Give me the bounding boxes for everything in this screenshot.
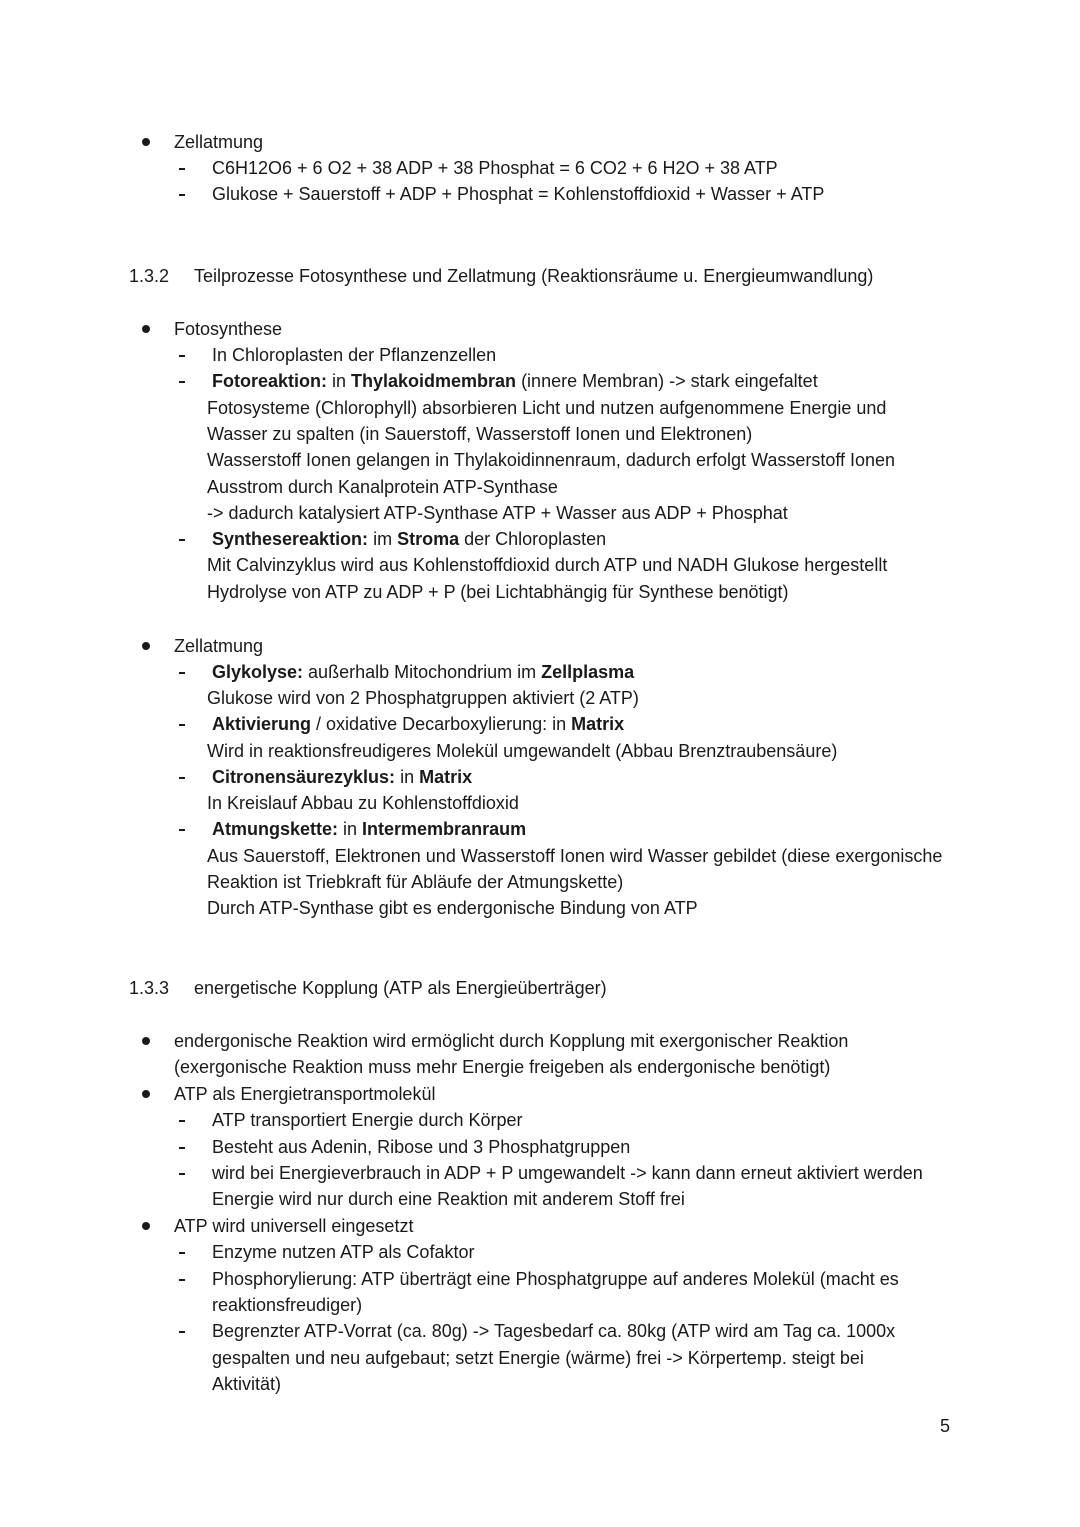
list-heading: Fotosynthese: [174, 319, 283, 339]
list-item: [212, 816, 526, 842]
section-number: 1.3.3: [129, 978, 170, 998]
dash-icon: [179, 539, 185, 541]
list-item: wird bei Energieverbrauch in ADP + P umgewandelt -> kann dann erneut aktiviert werden: [212, 1163, 923, 1183]
list-item: [212, 526, 606, 552]
bold-term: Fotoreaktion:: [212, 371, 327, 391]
dash-icon: [179, 194, 185, 196]
bold-term: Zellplasma: [541, 662, 635, 682]
list-item: Begrenzter ATP-Vorrat (ca. 80g) -> Tagesbedarf ca. 80kg (ATP wird am Tag ca. 1000x: [212, 1321, 896, 1341]
dash-icon: [179, 1120, 185, 1122]
list-item-continuation: gespalten und neu aufgebaut; setzt Energie (wärme) frei -> Körpertemp. steigt bei: [212, 1348, 864, 1368]
bold-term: Stroma: [397, 529, 460, 549]
bold-term: Synthesereaktion:: [212, 529, 369, 549]
list-item-continuation: Mit Calvinzyklus wird aus Kohlenstoffdioxid durch ATP und NADH Glukose hergestellt: [207, 555, 888, 575]
bold-term: Citronensäurezyklus:: [212, 767, 396, 787]
bullet-icon: [142, 642, 150, 650]
list-item: Phosphorylierung: ATP überträgt eine Phosphatgruppe auf anderes Molekül (macht es: [212, 1269, 899, 1289]
list-heading: Zellatmung: [174, 636, 264, 656]
section-title: Teilprozesse Fotosynthese und Zellatmung (Reaktionsräume u. Energieumwandlung): [194, 266, 874, 286]
list-item: [212, 711, 624, 737]
bullet-icon: [142, 1222, 150, 1230]
dash-icon: [179, 1279, 185, 1281]
list-item-continuation: Wird in reaktionsfreudigeres Molekül umgewandelt (Abbau Brenztraubensäure): [207, 741, 838, 761]
list-item-continuation: Glukose wird von 2 Phosphatgruppen aktiviert (2 ATP): [207, 688, 639, 708]
list-item-continuation: Wasser zu spalten (in Sauerstoff, Wasserstoff Ionen und Elektronen): [207, 424, 753, 444]
list-item: [212, 764, 472, 790]
bold-term: Glykolyse:: [212, 662, 304, 682]
bullet-icon: [142, 325, 150, 333]
bold-term: Intermembranraum: [362, 819, 527, 839]
list-item-continuation: reaktionsfreudiger): [212, 1295, 363, 1315]
list-item-continuation: In Kreislauf Abbau zu Kohlenstoffdioxid: [207, 793, 519, 813]
text-span: der Chloroplasten: [459, 529, 607, 549]
list-item-continuation: Fotosysteme (Chlorophyll) absorbieren Licht und nutzen aufgenommene Energie und: [207, 398, 887, 418]
bullet-icon: [142, 138, 150, 146]
text-span: in: [338, 819, 363, 839]
text-span: / oxidative Decarboxylierung: in: [311, 714, 572, 734]
text-span: im: [368, 529, 398, 549]
dash-icon: [179, 1252, 185, 1254]
text-span: in: [327, 371, 352, 391]
dash-icon: [179, 1173, 185, 1175]
list-item: C6H12O6 + 6 O2 + 38 ADP + 38 Phosphat = 6 CO2 + 6 H2O + 38 ATP: [212, 158, 778, 178]
list-item-continuation: Ausstrom durch Kanalprotein ATP-Synthase: [207, 477, 558, 497]
list-item-continuation: Hydrolyse von ATP zu ADP + P (bei Lichtabhängig für Synthese benötigt): [207, 582, 789, 602]
bold-term: Matrix: [571, 714, 625, 734]
section-number: 1.3.2: [129, 266, 170, 286]
list-item: [212, 368, 818, 394]
text-span: in: [395, 767, 420, 787]
bold-term: Aktivierung: [212, 714, 312, 734]
list-item-continuation: Wasserstoff Ionen gelangen in Thylakoidinnenraum, dadurch erfolgt Wasserstoff Ionen: [207, 450, 896, 470]
list-heading: ATP als Energietransportmolekül: [174, 1084, 436, 1104]
list-item: In Chloroplasten der Pflanzenzellen: [212, 345, 497, 365]
list-item: ATP transportiert Energie durch Körper: [212, 1110, 523, 1130]
list-item: endergonische Reaktion wird ermöglicht durch Kopplung mit exergonischer Reaktion: [174, 1031, 849, 1051]
dash-icon: [179, 1147, 185, 1149]
list-item-continuation: Aus Sauerstoff, Elektronen und Wasserstoff Ionen wird Wasser gebildet (diese exergonische: [207, 846, 943, 866]
bold-term: Matrix: [419, 767, 473, 787]
dash-icon: [179, 168, 185, 170]
list-heading: ATP wird universell eingesetzt: [174, 1216, 414, 1236]
list-item-continuation: Reaktion ist Triebkraft für Abläufe der Atmungskette): [207, 872, 624, 892]
dash-icon: [179, 1331, 185, 1333]
section-title: energetische Kopplung (ATP als Energieüberträger): [194, 978, 607, 998]
list-item-continuation: Energie wird nur durch eine Reaktion mit anderem Stoff frei: [212, 1189, 685, 1209]
text-span: außerhalb Mitochondrium im: [303, 662, 542, 682]
dash-icon: [179, 381, 185, 383]
dash-icon: [179, 672, 185, 674]
list-item-continuation: -> dadurch katalysiert ATP-Synthase ATP + Wasser aus ADP + Phosphat: [207, 503, 788, 523]
list-item-continuation: Aktivität): [212, 1374, 282, 1394]
bullet-icon: [142, 1037, 150, 1045]
list-item-continuation: (exergonische Reaktion muss mehr Energie freigeben als endergonische benötigt): [174, 1057, 831, 1077]
list-item: Besteht aus Adenin, Ribose und 3 Phosphatgruppen: [212, 1137, 631, 1157]
dash-icon: [179, 724, 185, 726]
bullet-icon: [142, 1090, 150, 1098]
bold-term: Atmungskette:: [212, 819, 339, 839]
list-item-continuation: Durch ATP-Synthase gibt es endergonische Bindung von ATP: [207, 898, 698, 918]
dash-icon: [179, 829, 185, 831]
dash-icon: [179, 355, 185, 357]
list-item: [212, 659, 634, 685]
list-heading: Zellatmung: [174, 132, 264, 152]
bold-term: Thylakoidmembran: [351, 371, 517, 391]
text-span: (innere Membran) -> stark eingefaltet: [516, 371, 818, 391]
page-number: 5: [940, 1416, 951, 1436]
dash-icon: [179, 777, 185, 779]
list-item: Enzyme nutzen ATP als Cofaktor: [212, 1242, 475, 1262]
list-item: Glukose + Sauerstoff + ADP + Phosphat = Kohlenstoffdioxid + Wasser + ATP: [212, 184, 825, 204]
